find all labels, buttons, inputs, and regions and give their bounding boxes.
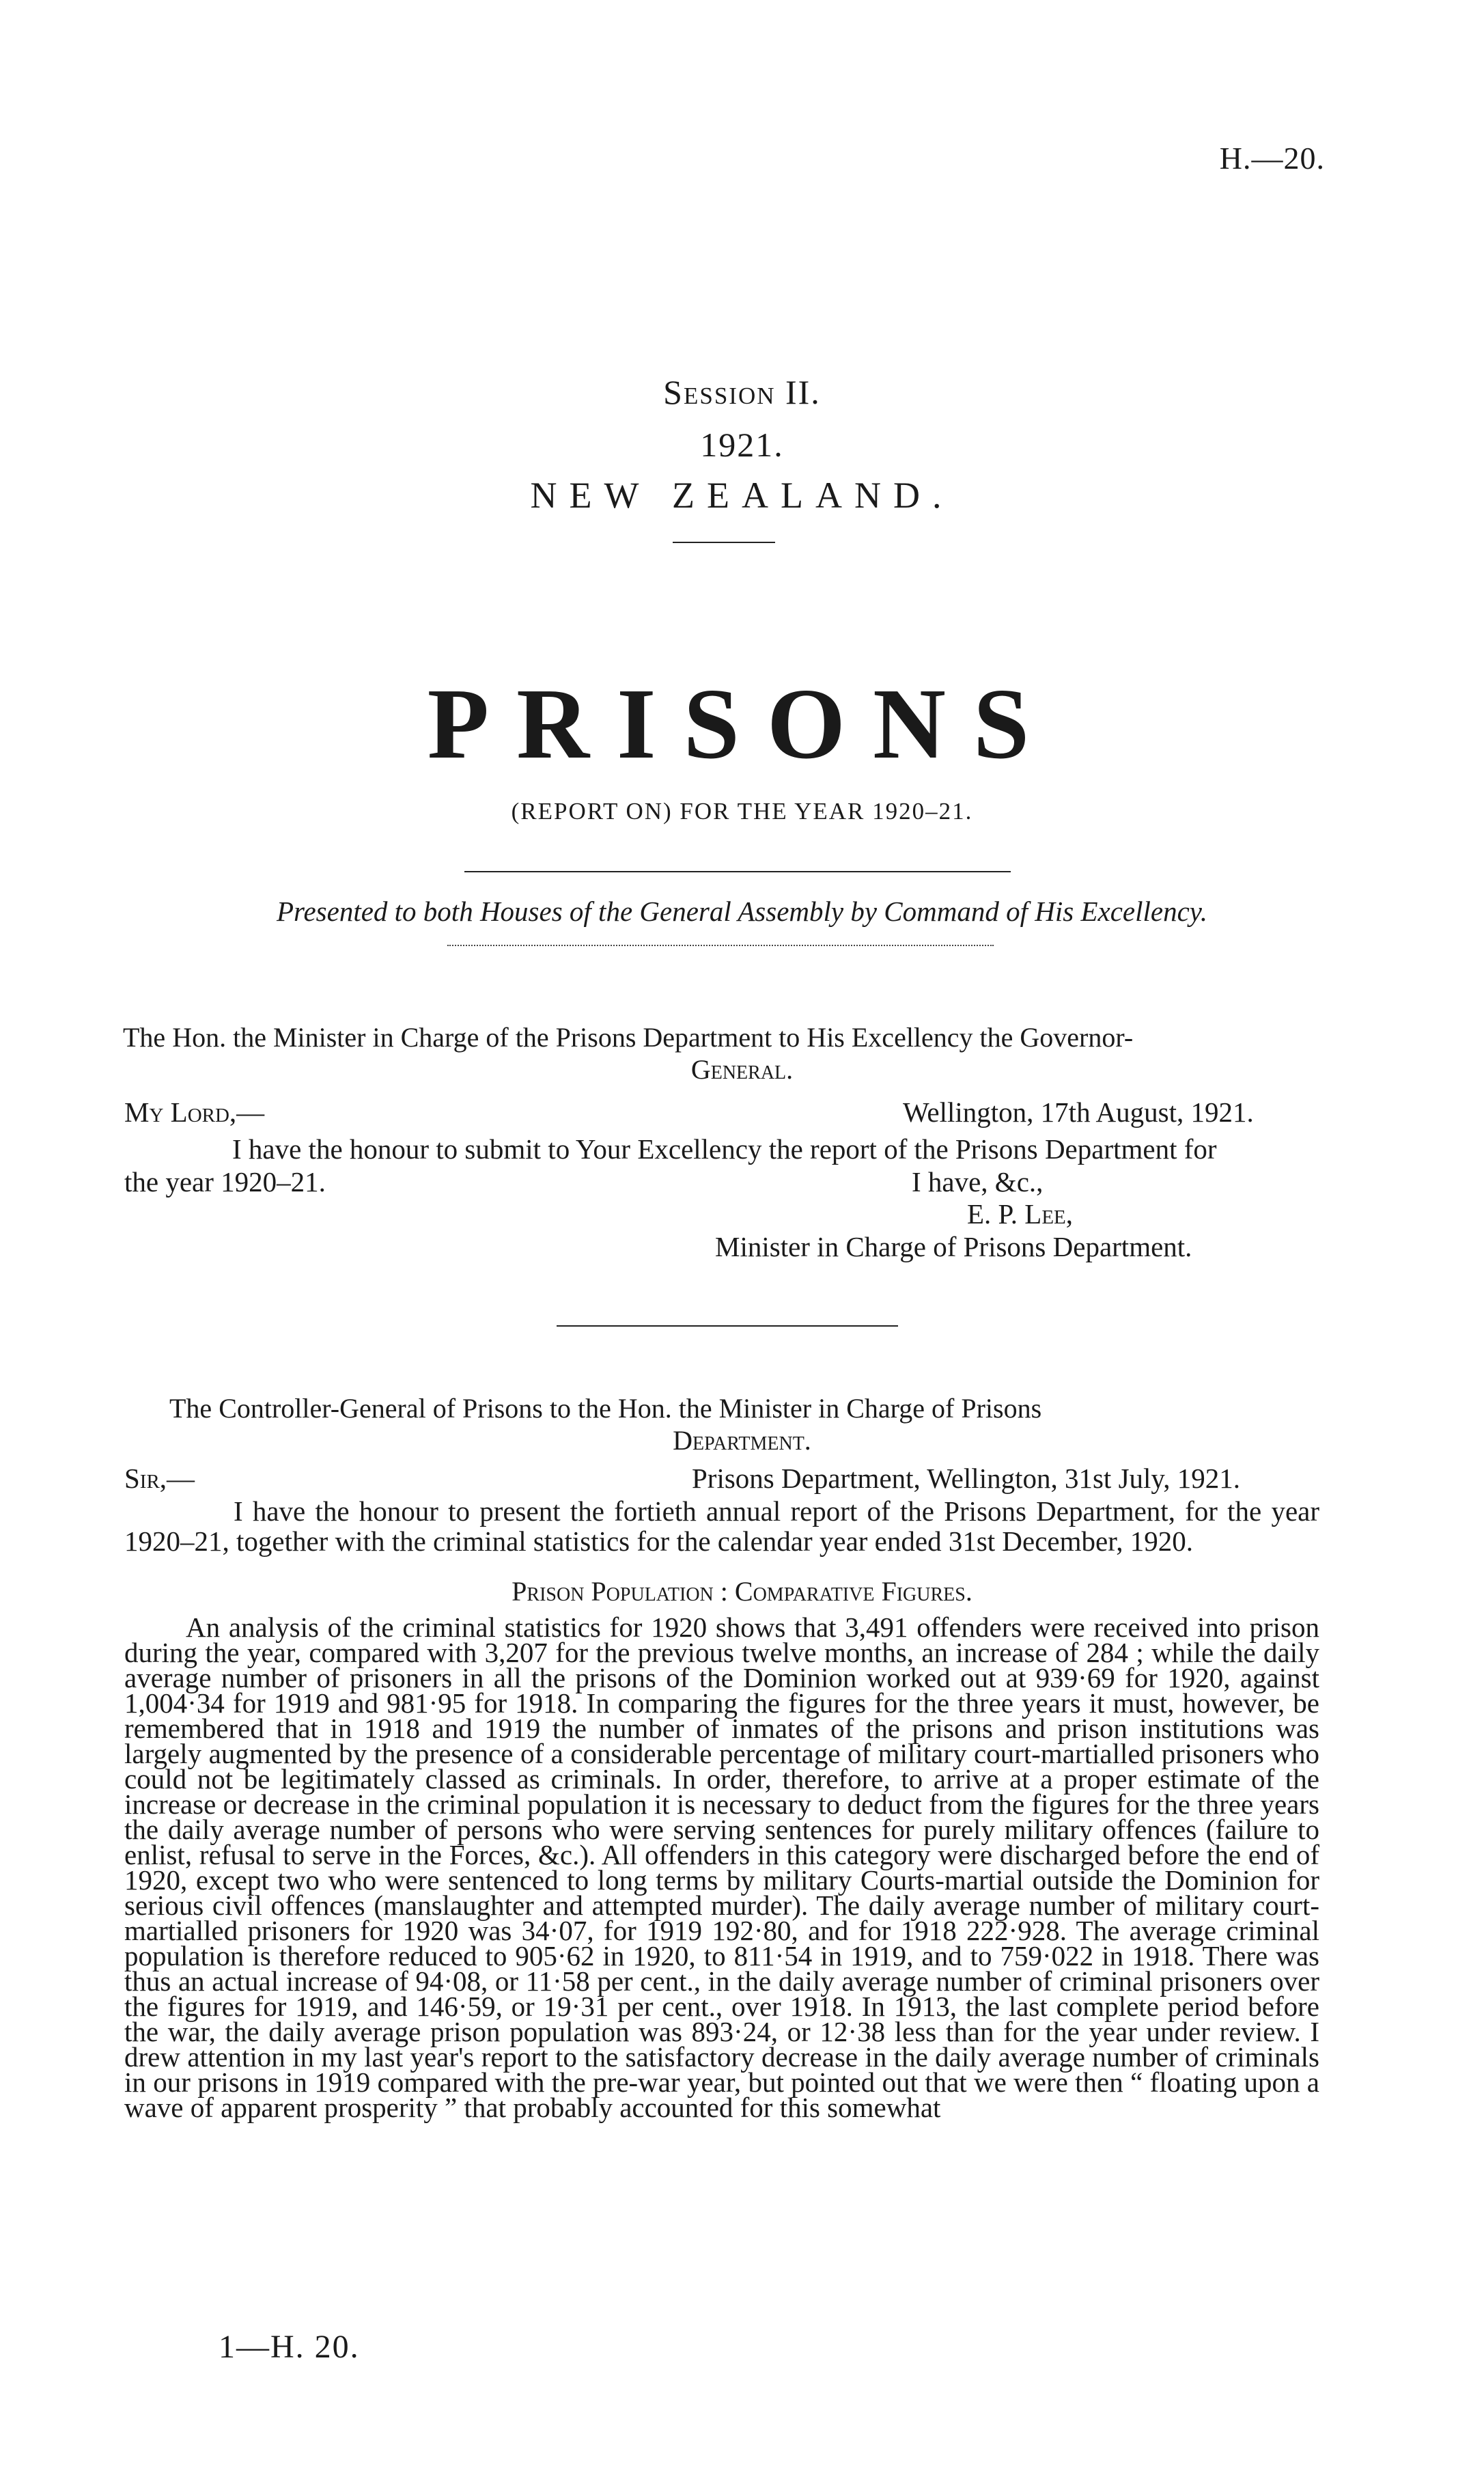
report-title: PRISONS bbox=[427, 668, 1057, 780]
main-body bbox=[124, 1611, 1319, 2123]
session-label: Session II. bbox=[663, 373, 821, 411]
letter1-heading-line2: General. bbox=[690, 1054, 794, 1085]
country-name: NEW ZEALAND. bbox=[530, 475, 954, 516]
letter1-signature-title: Minister in Charge of Prisons Department. bbox=[715, 1231, 1192, 1262]
document-code: H.—20. bbox=[1219, 141, 1325, 176]
letter1-signature: E. P. Lee, bbox=[967, 1198, 1074, 1230]
letter1-heading-line1: The Hon. the Minister in Charge of the Prisons Department to His Excellency the Governor- bbox=[123, 1022, 1134, 1053]
divider-upper bbox=[464, 871, 1011, 872]
letter2-heading-line1: The Controller-General of Prisons to the Hon. the Minister in Charge of Prisons bbox=[169, 1393, 1042, 1424]
body-paragraph: An analysis of the criminal statistics for 1920 shows that 3,491 offenders were received into prison during the year, compared with 3,207 for the previous twelve months, an increase of 284 ; while the daily average number of prisoners in all the prisons of the Dominion worked out at 939·69 for 1920, against 1,004·34 for 1919 and 981·95 for 1918. In comparing the figures for the three years it must, however, be remembered that in 1918 and 1919 the number of inmates of the prisons and prison institutions was largely augmented by the presence of a considerable percentage of military court-martialled prisoners who could not be legitimately classed as criminals. In order, therefore, to arrive at a proper estimate of the increase or decrease in the criminal population it is necessary to deduct from the figures for the three years the daily average number of persons who were serving sentences for purely military offences (failure to enlist, refusal to serve in the Forces, &c.). All offenders in this category were discharged before the end of 1920, except two who were sentenced to long terms by military Courts-martial outside the Dominion for serious civil offences (manslaughter and attempted murder). The daily average number of military court-martialled prisoners for 1920 was 34·07, for 1919 192·80, and for 1918 222·928. The average criminal population is therefore reduced to 905·62 in 1920, to 811·54 in 1919, and to 759·022 in 1918. There was thus an actual increase of 94·08, or 11·58 per cent., in the daily average number of criminal prisoners over the figures for 1919, and 146·59, or 19·31 per cent., over 1918. In 1913, the last complete period before the war, the daily average prison population was 893·24, or 12·38 less than for the year under review. I drew attention in my last year's report to the satisfactory decrease in the daily average number of criminals in our prisons in 1919 compared with the pre-war year, but pointed out that we were then “ floating upon a wave of apparent prosperity ” that probably accounted for this somewhat bbox=[124, 1611, 1319, 2123]
signature-mark: 1—H. 20. bbox=[219, 2329, 360, 2365]
letter2-place-date: Prisons Department, Wellington, 31st July, 1921. bbox=[692, 1463, 1241, 1494]
letter2-heading-line2: Department. bbox=[673, 1425, 811, 1456]
letter1-body-line1: I have the honour to submit to Your Excellency the report of the Prisons Department for bbox=[232, 1133, 1217, 1165]
presented-line: Presented to both Houses of the General Assembly by Command of His Excellency. bbox=[277, 896, 1207, 927]
intro-paragraph: I have the honour to present the fortieth annual report of the Prisons Department, for the year 1920–21, together with the criminal statistics for the calendar year ended 31st December, 1920. bbox=[124, 1495, 1319, 1557]
section-heading: Prison Population : Comparative Figures. bbox=[512, 1576, 972, 1607]
letter1-closing: I have, &c., bbox=[912, 1166, 1044, 1198]
letter1-body-line2: the year 1920–21. bbox=[124, 1166, 326, 1198]
letter2-salutation: Sir,— bbox=[124, 1463, 195, 1494]
divider-short bbox=[673, 542, 775, 543]
letter2-intro bbox=[124, 1496, 1319, 1556]
letter1-place-date: Wellington, 17th August, 1921. bbox=[903, 1096, 1254, 1128]
divider-dotted bbox=[447, 945, 994, 946]
report-subtitle: (REPORT ON) FOR THE YEAR 1920–21. bbox=[511, 798, 973, 825]
divider-mid bbox=[557, 1325, 898, 1327]
session-year: 1921. bbox=[700, 426, 784, 464]
letter1-salutation: My Lord,— bbox=[124, 1096, 265, 1128]
